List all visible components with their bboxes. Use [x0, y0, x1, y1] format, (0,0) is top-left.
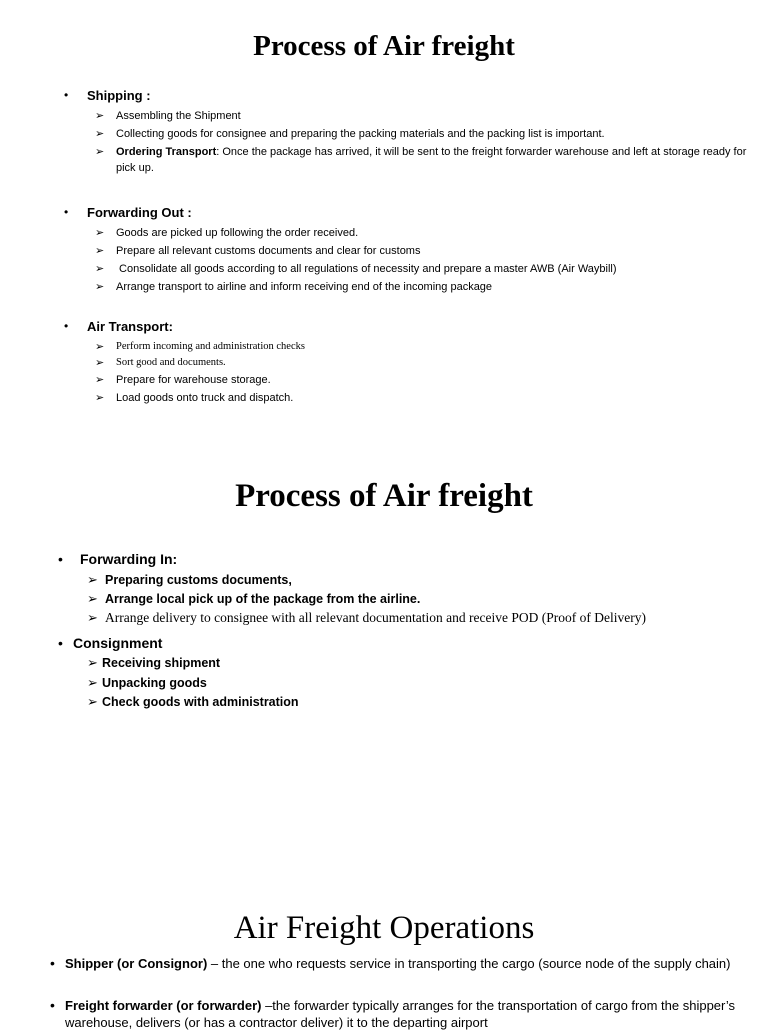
bullet-icon: •	[64, 205, 69, 219]
bullet-icon: •	[50, 997, 55, 1013]
bullet-icon: •	[64, 319, 69, 333]
slide-1	[0, 0, 768, 440]
section-heading: Forwarding Out :	[87, 205, 192, 220]
arrow-bullet-icon: ➢	[95, 128, 105, 140]
arrow-bullet-icon: ➢	[87, 675, 98, 690]
bullet-icon: •	[50, 955, 55, 971]
slide-2	[0, 440, 768, 880]
list-item: Collecting goods for consignee and preparing the packing materials and the packing list is important.	[116, 128, 605, 140]
bullet-icon: •	[58, 635, 63, 651]
list-item: Check goods with administration	[102, 695, 299, 709]
slide-1-title: Process of Air freight	[253, 30, 515, 62]
arrow-bullet-icon: ➢	[87, 591, 98, 606]
list-item: Arrange local pick up of the package from the airline.	[105, 592, 421, 606]
arrow-bullet-icon: ➢	[95, 392, 105, 404]
arrow-bullet-icon: ➢	[95, 146, 105, 158]
list-item: Arrange transport to airline and inform receiving end of the incoming package	[116, 281, 493, 293]
arrow-bullet-icon: ➢	[95, 110, 105, 122]
section-heading: Consignment	[73, 635, 163, 651]
list-item: Unpacking goods	[102, 676, 207, 690]
list-item: • Shipper (or Consignor) – the one who requests service in transporting the cargo (source node of the supply chain)	[50, 955, 731, 971]
arrow-bullet-icon: ➢	[95, 357, 105, 369]
list-item: Ordering Transport: Once the package has arrived, it will be sent to the freight forwarder warehouse and left at storage ready for pick up.	[116, 146, 747, 174]
slide-2-title: Process of Air freight	[235, 478, 533, 514]
arrow-bullet-icon: ➢	[87, 655, 98, 670]
bullet-icon: •	[58, 551, 63, 567]
arrow-bullet-icon: ➢	[95, 263, 105, 275]
list-item: Consolidate all goods according to all regulations of necessity and prepare a master AWB (Air Waybill)	[116, 263, 617, 275]
list-item: Receiving shipment	[102, 656, 221, 670]
list-item: Perform incoming and administration checks	[116, 341, 305, 352]
arrow-bullet-icon: ➢	[87, 694, 98, 709]
arrow-bullet-icon: ➢	[95, 374, 105, 386]
arrow-bullet-icon: ➢	[87, 610, 98, 625]
list-item: Prepare all relevant customs documents and clear for customs	[116, 245, 421, 257]
list-item: Arrange delivery to consignee with all relevant documentation and receive POD (Proof of Delivery)	[105, 610, 646, 625]
section-heading: Forwarding In:	[80, 551, 178, 567]
arrow-bullet-icon: ➢	[95, 245, 105, 257]
list-item: Prepare for warehouse storage.	[116, 374, 271, 386]
arrow-bullet-icon: ➢	[95, 281, 105, 293]
list-item: Load goods onto truck and dispatch.	[116, 392, 294, 404]
slide-3-title: Air Freight Operations	[233, 910, 535, 946]
list-item: • Freight forwarder (or forwarder) –the forwarder typically arranges for the transportation of cargo from the shipper’s warehouse, delivers (or has a contractor deliver) it to the departing airport	[50, 997, 736, 1030]
list-item: Goods are picked up following the order received.	[116, 227, 359, 239]
bullet-icon: •	[64, 88, 69, 102]
arrow-bullet-icon: ➢	[95, 227, 105, 239]
slide-3	[0, 880, 768, 1030]
list-item: Sort good and documents.	[116, 357, 226, 368]
list-item: Assembling the Shipment	[116, 110, 241, 122]
arrow-bullet-icon: ➢	[95, 341, 105, 353]
list-item: Preparing customs documents,	[105, 573, 292, 587]
section-heading: Shipping :	[87, 88, 151, 103]
arrow-bullet-icon: ➢	[87, 572, 98, 587]
section-heading: Air Transport:	[87, 319, 173, 334]
